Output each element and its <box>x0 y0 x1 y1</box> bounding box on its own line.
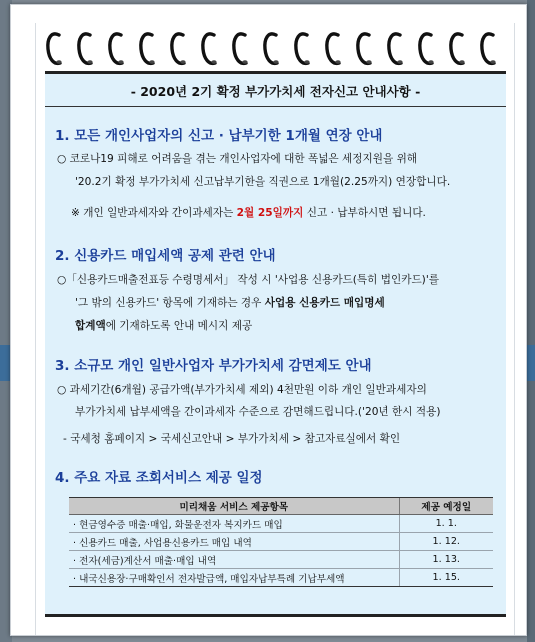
section2-line2 <box>75 296 385 311</box>
binding-ring-icon <box>323 29 343 69</box>
data-schedule-table <box>69 497 493 587</box>
binding-ring-icon <box>168 29 188 69</box>
table-row <box>69 515 493 533</box>
section1-note-pre: ※ 개인 일반과세자와 간이과세자는 <box>71 207 237 219</box>
section1-heading: 1. 모든 개인사업자의 신고 · 납부기한 1개월 연장 안내 <box>55 128 383 144</box>
section3-heading: 3. 소규모 개인 일반사업자 부가가치세 감면제도 안내 <box>55 358 372 374</box>
table-header-row <box>69 498 493 515</box>
section3-line2: 부가가치세 납부세액을 간이과세자 수준으로 감면해드립니다.('20년 한시 적용) <box>75 406 441 418</box>
table-cell-item: · 신용카드 매출, 사업용신용카드 매입 내역 <box>69 533 399 551</box>
table-header-date: 제공 예정일 <box>399 498 493 515</box>
popup-frame <box>10 4 527 636</box>
section2-line3-bold: 합계액 <box>75 320 106 332</box>
binding-ring-icon <box>447 29 467 69</box>
background-right <box>527 0 535 642</box>
spiral-binding <box>36 29 516 69</box>
table-cell-date: 1. 15. <box>399 569 493 587</box>
table-cell-date: 1. 13. <box>399 551 493 569</box>
binding-ring-icon <box>385 29 405 69</box>
table-cell-item: · 전자(세금)계산서 매출·매입 내역 <box>69 551 399 569</box>
section1-line2: '20.2기 확정 부가가치세 신고납부기한을 직권으로 1개월(2.25까지) 연장합니다. <box>75 176 451 188</box>
table-cell-date: 1. 12. <box>399 533 493 551</box>
background-strip-right <box>527 345 535 381</box>
binding-ring-icon <box>354 29 374 69</box>
binding-ring-icon <box>261 29 281 69</box>
section2-line3-post: 에 기재하도록 안내 메시지 제공 <box>105 320 253 332</box>
table-cell-item: · 내국신용장·구매확인서 전자발급액, 매입자납부특례 기납부세액 <box>69 569 399 587</box>
background-strip-left <box>0 345 10 381</box>
title-divider <box>45 106 506 107</box>
notice-title: - 2020년 2기 확정 부가가치세 전자신고 안내사항 - <box>130 84 421 99</box>
binding-ring-icon <box>106 29 126 69</box>
binding-ring-icon <box>44 29 64 69</box>
section1-note-post: 신고 · 납부하시면 됩니다. <box>303 207 426 219</box>
notice-sheet <box>45 71 506 617</box>
table-cell-item: · 현금영수증 매출·매입, 화물운전자 복지카드 매입 <box>69 515 399 533</box>
binding-ring-icon <box>199 29 219 69</box>
table-row <box>69 551 493 569</box>
section2-line1: ○「신용카드매출전표등 수령명세서」 작성 시 '사업용 신용카드(특히 법인카드)'를 <box>57 274 439 286</box>
deadline-highlight: 2월 25일까지 <box>236 207 304 219</box>
binding-ring-icon <box>416 29 436 69</box>
table-row <box>69 533 493 551</box>
section3-line1: ○ 과세기간(6개월) 공급가액(부가가치세 제외) 4천만원 이하 개인 일반과세자의 <box>57 384 427 396</box>
binding-ring-icon <box>230 29 250 69</box>
binding-ring-icon <box>478 29 498 69</box>
section1-note <box>71 206 426 221</box>
section3-line3: - 국세청 홈페이지 > 국세신고안내 > 부가가치세 > 참고자료실에서 확인 <box>63 433 401 445</box>
binding-ring-icon <box>292 29 312 69</box>
section1-line1: ○ 코로나19 피해로 어려움을 겪는 개인사업자에 대한 폭넓은 세정지원을 위해 <box>57 153 418 165</box>
section2-line2-bold: 사업용 신용카드 매입명세 <box>264 297 385 309</box>
table-row <box>69 569 493 587</box>
table-header-item: 미리채움 서비스 제공항목 <box>69 498 399 515</box>
binding-ring-icon <box>137 29 157 69</box>
section2-line2-pre: '그 밖의 신용카드' 항목에 기재하는 경우 <box>75 297 265 309</box>
binding-ring-icon <box>75 29 95 69</box>
section2-heading: 2. 신용카드 매입세액 공제 관련 안내 <box>55 248 276 264</box>
table-cell-date: 1. 1. <box>399 515 493 533</box>
section2-line3 <box>75 319 252 334</box>
section4-heading: 4. 주요 자료 조회서비스 제공 일정 <box>55 470 263 486</box>
